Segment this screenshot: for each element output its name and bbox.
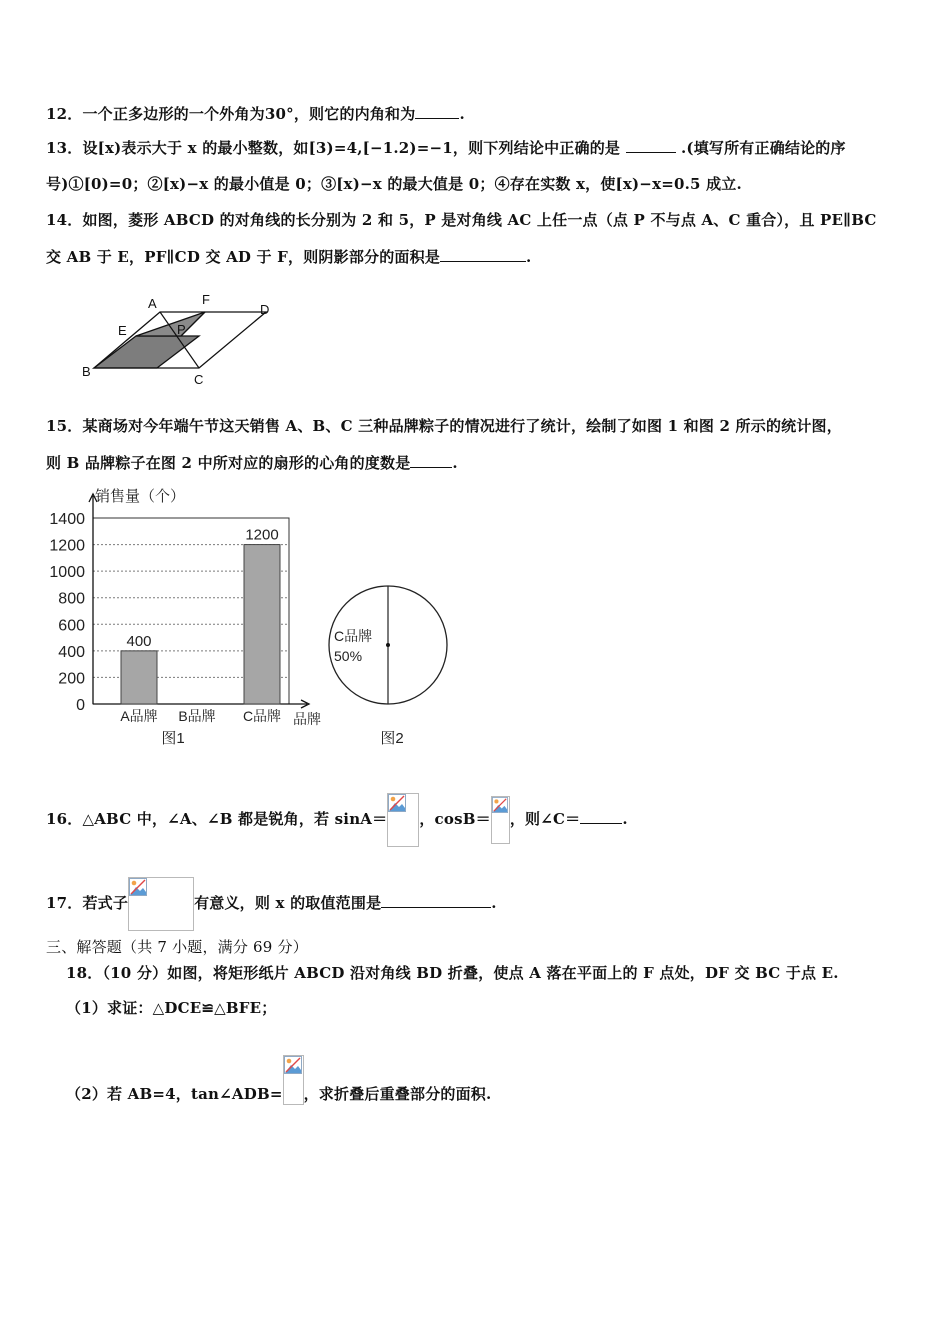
statistics-figure — [40, 484, 460, 752]
pie-title: 图2 — [380, 730, 404, 747]
label-b: B — [82, 364, 91, 379]
shaded-trapezoid — [94, 336, 199, 368]
bar-chart — [49, 487, 321, 747]
question-13-line1: 13．设[x)表示大于 x 的最小整数，如[3)=4,[−1.2)=−1，则下列结论中正确的是 .(填写所有正确结论的序 — [46, 139, 846, 157]
question-18-part1: （1）求证：△DCE≌△BFE； — [66, 999, 277, 1017]
broken-image-fraction-sina — [387, 793, 419, 847]
pie-center-dot — [386, 643, 390, 647]
question-18-part2: （2）若 AB=4，tan∠ADB= ，求折叠后重叠部分的面积. — [66, 1055, 491, 1105]
question-12-text: 12．一个正多边形的一个外角为30°，则它的内角和为 — [46, 105, 416, 123]
x-tick-label: B品牌 — [178, 708, 216, 724]
question-12: 12．一个正多边形的一个外角为30°，则它的内角和为 . — [46, 105, 465, 123]
y-tick-label: 200 — [58, 670, 85, 688]
answer-blank — [580, 811, 622, 824]
answer-blank — [440, 249, 526, 262]
broken-image-expression — [128, 877, 194, 931]
label-p: P — [177, 322, 186, 337]
question-15-line1: 15．某商场对今年端午节这天销售 A、B、C 三种品牌粽子的情况进行了统计，绘制了如图 1 和图 2 所示的统计图， — [46, 417, 842, 435]
pie-slice-percent: 50% — [334, 648, 363, 664]
question-13-line2: 号)①[0)=0；②[x)−x 的最小值是 0；③[x)−x 的最大值是 0；④存在实数 x，使[x)−x=0.5 成立. — [46, 175, 742, 193]
answer-blank — [381, 895, 491, 908]
bar — [244, 545, 280, 704]
label-d: D — [260, 302, 270, 317]
label-e: E — [118, 323, 127, 338]
question-14-line1: 14．如图，菱形 ABCD 的对角线的长分别为 2 和 5，P 是对角线 AC 上任一点（点 P 不与点 A、C 重合），且 PE∥BC — [46, 211, 877, 229]
label-c: C — [194, 372, 204, 387]
y-tick-label: 1400 — [49, 511, 85, 528]
question-14-line2: 交 AB 于 E，PF∥CD 交 AD 于 F，则阴影部分的面积是 . — [46, 248, 532, 266]
broken-image-fraction-tan — [283, 1055, 304, 1105]
label-a: A — [148, 296, 157, 311]
chart-title: 图1 — [161, 730, 185, 747]
broken-image-fraction-cosb — [491, 796, 510, 844]
y-tick-label: 600 — [58, 617, 85, 635]
pie-slice-label: C品牌 — [334, 628, 373, 644]
rhombus-figure — [78, 290, 278, 388]
answer-blank — [415, 106, 459, 119]
answer-blank — [626, 140, 676, 153]
bar-data-label: 1200 — [245, 526, 279, 544]
x-tick-label: A品牌 — [120, 708, 158, 724]
y-tick-label: 1000 — [49, 564, 85, 582]
answer-blank — [410, 455, 452, 468]
question-17: 17．若式子 有意义，则 x 的取值范围是 . — [46, 877, 497, 931]
y-tick-label: 1200 — [49, 537, 85, 555]
question-15-line2: 则 B 品牌粽子在图 2 中所对应的扇形的心角的度数是 . — [46, 454, 458, 472]
pie-chart — [329, 586, 447, 747]
y-axis-label: 销售量（个） — [95, 488, 186, 505]
y-tick-label: 400 — [58, 643, 85, 661]
x-axis-label: 品牌 — [293, 711, 321, 727]
x-tick-label: C品牌 — [242, 708, 282, 724]
question-16: 16．△ABC 中，∠A、∠B 都是锐角，若 sinA＝ ，cosB＝ ，则∠C＝ . — [46, 793, 628, 847]
section-title: 三、解答题（共 7 小题，满分 69 分） — [46, 938, 308, 956]
label-f: F — [202, 292, 210, 307]
question-18-line1: 18．（10 分）如图，将矩形纸片 ABCD 沿对角线 BD 折叠，使点 A 落在平面上的 F 点处，DF 交 BC 于点 E. — [66, 964, 839, 982]
bar-data-label: 400 — [126, 632, 152, 650]
y-tick-label: 800 — [58, 590, 85, 608]
y-tick-label: 0 — [76, 697, 85, 714]
bar — [121, 651, 157, 704]
